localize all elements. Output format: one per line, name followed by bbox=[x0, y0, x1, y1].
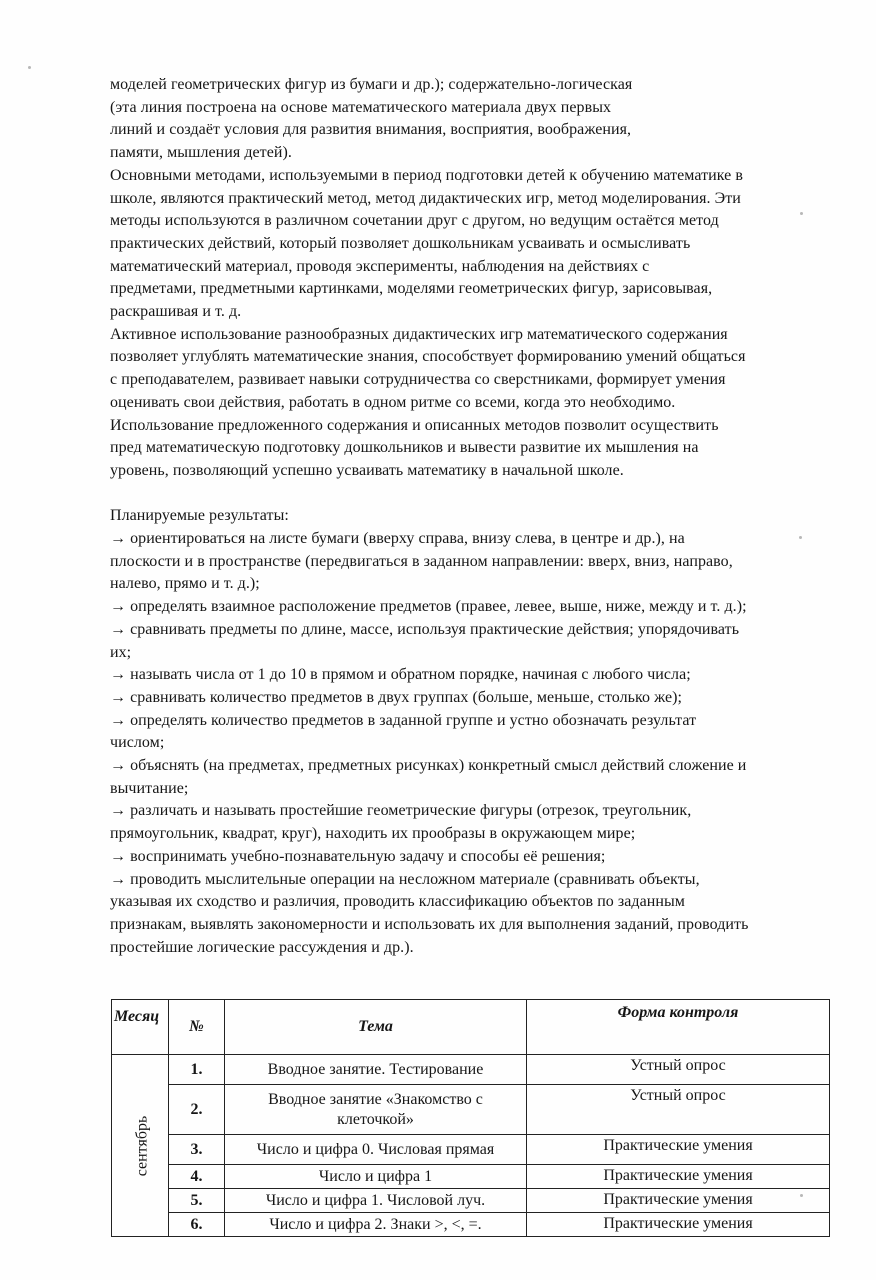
row-control-form: Практические умения bbox=[527, 1213, 830, 1237]
result-line: прямоугольник, квадрат, круг), находить их прообразы в окружающем мире; bbox=[110, 825, 636, 843]
result-line: → называть числа от 1 до 10 в прямом и обратном порядке, начиная с любого числа; bbox=[110, 666, 691, 684]
table-header-row bbox=[112, 1000, 830, 1055]
result-line: → проводить мыслительные операции на несложном материале (сравнивать объекты, bbox=[110, 870, 700, 888]
text-line: оценивать свои действия, работать в одном ритме со всеми, когда это необходимо. bbox=[110, 393, 676, 411]
text-line: Основными методами, используемыми в период подготовки детей к обучению математике в bbox=[110, 166, 743, 184]
result-line: их; bbox=[110, 643, 132, 661]
row-control-form: Практические умения bbox=[527, 1189, 830, 1213]
text-line: (эта линия построена на основе математического материала двух первых bbox=[110, 98, 612, 116]
row-topic: Число и цифра 2. Знаки >, <, =. bbox=[225, 1213, 527, 1237]
text-line: раскрашивая и т. д. bbox=[110, 303, 242, 321]
table-row bbox=[112, 1135, 830, 1165]
row-control-form: Устный опрос bbox=[527, 1085, 830, 1135]
text-line: методы используются в различном сочетании друг с другом, но ведущим остаётся метод bbox=[110, 212, 719, 230]
text-line: уровень, позволяющий успешно усваивать математику в начальной школе. bbox=[110, 461, 624, 479]
header-control-form: Форма контроля bbox=[527, 1000, 830, 1055]
result-line: → различать и называть простейшие геометрические фигуры (отрезок, треугольник, bbox=[110, 802, 692, 820]
header-topic: Тема bbox=[225, 1000, 527, 1055]
result-line: числом; bbox=[110, 734, 165, 752]
header-month: Месяц bbox=[112, 1000, 169, 1055]
text-line: математический материал, проводя эксперименты, наблюдения на действиях с bbox=[110, 257, 650, 275]
result-line: простейшие логические рассуждения и др.). bbox=[110, 938, 414, 956]
text-line: Активное использование разнообразных дидактических игр математического содержания bbox=[110, 325, 728, 343]
result-line: признакам, выявлять закономерности и использовать их для выполнения заданий, проводить bbox=[110, 916, 749, 933]
row-topic: Число и цифра 0. Числовая прямая bbox=[225, 1135, 527, 1165]
result-line: → сравнивать предметы по длине, массе, используя практические действия; упорядочивать bbox=[110, 620, 740, 638]
row-number: 6. bbox=[169, 1213, 225, 1237]
result-line: → объяснять (на предметах, предметных рисунках) конкретный смысл действий сложение и bbox=[110, 757, 747, 775]
scan-speck bbox=[28, 66, 31, 69]
text-line: линий и создаёт условия для развития внимания, восприятия, воображения, bbox=[110, 121, 632, 139]
month-cell bbox=[112, 1055, 169, 1237]
row-topic: Вводное занятие «Знакомство с клеточкой» bbox=[225, 1085, 527, 1135]
text-line: практических действий, который позволяет дошкольникам усваивать и осмысливать bbox=[110, 234, 691, 252]
row-topic: Вводное занятие. Тестирование bbox=[225, 1055, 527, 1085]
row-number: 5. bbox=[169, 1189, 225, 1213]
result-line: → определять количество предметов в заданной группе и устно обозначать результат bbox=[110, 711, 697, 729]
row-number: 1. bbox=[169, 1055, 225, 1085]
table-row bbox=[112, 1213, 830, 1237]
row-topic: Число и цифра 1 bbox=[225, 1165, 527, 1189]
row-control-form: Устный опрос bbox=[527, 1055, 830, 1085]
result-line: налево, прямо и т. д.); bbox=[110, 575, 260, 593]
result-line: плоскости и в пространстве (передвигаться в заданном направлении: вверх, вниз, направо, bbox=[110, 552, 733, 570]
paragraph-gap bbox=[110, 483, 832, 506]
text-line: Использование предложенного содержания и описанных методов позволит осуществить bbox=[110, 416, 719, 434]
row-number: 3. bbox=[169, 1135, 225, 1165]
text-line: моделей геометрических фигур из бумаги и др.); содержательно-логическая bbox=[110, 76, 633, 93]
table-row bbox=[112, 1189, 830, 1213]
text-line: с преподавателем, развивает навыки сотрудничества со сверстниками, формирует умения bbox=[110, 371, 726, 389]
table-row bbox=[112, 1085, 830, 1135]
section-heading: Планируемые результаты: bbox=[110, 507, 289, 525]
text-line: предметами, предметными картинками, моделями геометрических фигур, зарисовывая, bbox=[110, 280, 713, 298]
row-control-form: Практические умения bbox=[527, 1165, 830, 1189]
table-row bbox=[112, 1055, 830, 1085]
document-body bbox=[110, 74, 832, 959]
text-line: позволяет углублять математические знания, способствует формированию умений общаться bbox=[110, 348, 746, 366]
result-line: указывая их сходство и различия, проводить классификацию объектов по заданным bbox=[110, 893, 685, 911]
table-row bbox=[112, 1165, 830, 1189]
result-line: → ориентироваться на листе бумаги (вверху справа, внизу слева, в центре и др.), на bbox=[110, 530, 685, 548]
result-line: → сравнивать количество предметов в двух группах (больше, меньше, столько же); bbox=[110, 688, 683, 706]
row-number: 4. bbox=[169, 1165, 225, 1189]
methods-section bbox=[110, 74, 832, 483]
month-label: сентябрь bbox=[133, 1115, 151, 1176]
planned-results-section bbox=[110, 505, 832, 959]
result-line: вычитание; bbox=[110, 779, 189, 797]
header-number: № bbox=[169, 1000, 225, 1055]
text-line: пред математическую подготовку дошкольников и вывести развитие их мышления на bbox=[110, 439, 699, 457]
text-line: памяти, мышления детей). bbox=[110, 144, 292, 162]
text-line: школе, являются практический метод, метод дидактических игр, метод моделирования. Эти bbox=[110, 189, 741, 207]
row-control-form: Практические умения bbox=[527, 1135, 830, 1165]
schedule-table bbox=[111, 999, 830, 1237]
row-topic: Число и цифра 1. Числовой луч. bbox=[225, 1189, 527, 1213]
row-number: 2. bbox=[169, 1085, 225, 1135]
result-line: → определять взаимное расположение предметов (правее, левее, выше, ниже, между и т. д.); bbox=[110, 598, 747, 616]
result-line: → воспринимать учебно-познавательную задачу и способы её решения; bbox=[110, 847, 606, 865]
